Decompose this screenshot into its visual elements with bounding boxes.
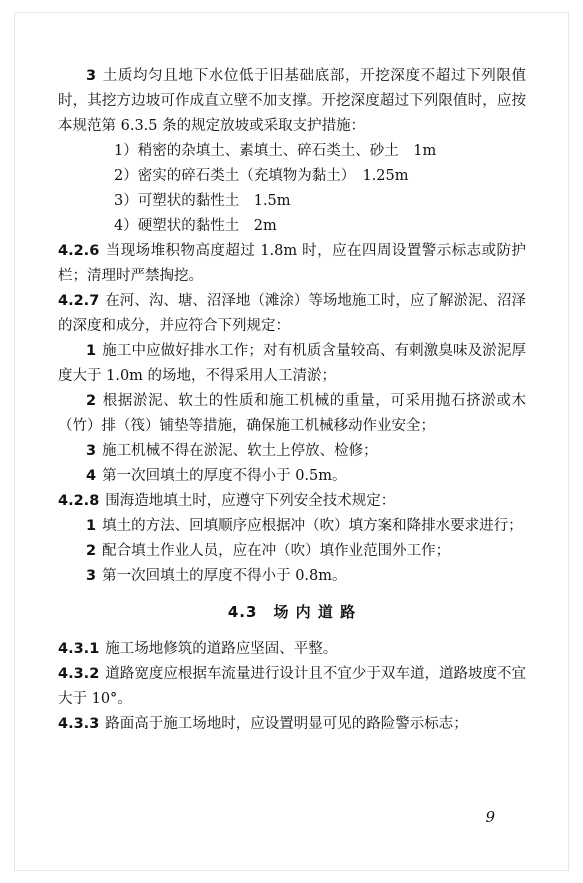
paragraph-text: 施工场地修筑的道路应坚固、平整。 [105, 641, 338, 657]
paragraph-text: 1）稍密的杂填土、素填土、碎石类土、砂土 1m [114, 143, 437, 159]
sub-item-paragraph [58, 564, 526, 589]
paragraph-text: 根据淤泥、软土的性质和施工机械的重量，可采用抛石挤淤或木（竹）排（筏）铺垫等措施，确保施工机械移动作业安全； [58, 393, 526, 434]
list-item [58, 214, 526, 239]
clause-number: 2 [86, 393, 97, 409]
section-heading: 4.3 场 内 道 路 [227, 603, 357, 621]
sub-item-paragraph [58, 464, 526, 489]
sub-item-paragraph [58, 339, 526, 389]
clause-paragraph [58, 489, 526, 514]
sub-item-paragraph [58, 539, 526, 564]
clause-number: 3 [86, 443, 97, 459]
document-body [58, 64, 526, 737]
list-item [58, 139, 526, 164]
clause-paragraph [58, 712, 526, 737]
paragraph-text: 第一次回填土的厚度不得小于 0.8m。 [102, 568, 347, 584]
clause-number: 4.3.2 [58, 666, 100, 682]
list-item [58, 189, 526, 214]
paragraph-text: 路面高于施工场地时，应设置明显可见的路险警示标志； [105, 716, 468, 732]
clause-number: 3 [86, 568, 97, 584]
sub-item-paragraph [58, 439, 526, 464]
clause-number: 4.2.7 [58, 293, 100, 309]
clause-paragraph [58, 289, 526, 339]
list-item [58, 164, 526, 189]
paragraph-text: 道路宽度应根据车流量进行设计且不宜少于双车道，道路坡度不宜大于 10°。 [58, 666, 526, 707]
clause-paragraph [58, 662, 526, 712]
clause-number: 1 [86, 343, 97, 359]
sub-item-paragraph [58, 389, 526, 439]
clause-paragraph [58, 637, 526, 662]
sub-item-paragraph [58, 64, 526, 139]
paragraph-text: 4）硬塑状的黏性土 2m [114, 218, 277, 234]
clause-number: 2 [86, 543, 97, 559]
paragraph-text: 施工中应做好排水工作；对有机质含量较高、有刺激臭味及淤泥厚度大于 1.0m 的场地，不得采用人工清淤； [58, 343, 526, 384]
clause-number: 4.3.1 [58, 641, 100, 657]
clause-paragraph [58, 239, 526, 289]
paragraph-text: 施工机械不得在淤泥、软土上停放、检修； [102, 443, 378, 459]
clause-number: 4.2.8 [58, 493, 100, 509]
paragraph-text: 2）密实的碎石类土（充填物为黏土） 1.25m [114, 168, 409, 184]
paragraph-text: 土质均匀且地下水位低于旧基础底部，开挖深度不超过下列限值时，其挖方边坡可作成直立壁不加支撑。开挖深度超过下列限值时，应按本规范第 6.3.5 条的规定放坡或采取支护措施： [58, 68, 526, 134]
clause-number: 4.2.6 [58, 243, 100, 259]
paragraph-text: 填土的方法、回填顺序应根据冲（吹）填方案和降排水要求进行； [102, 518, 523, 534]
paragraph-text: 当现场堆积物高度超过 1.8m 时，应在四周设置警示标志或防护栏；清理时严禁掏挖。 [58, 243, 526, 284]
clause-number: 3 [86, 68, 97, 84]
clause-number: 4 [86, 468, 97, 484]
page-number: 9 [485, 808, 495, 826]
paragraph-text: 在河、沟、塘、沼泽地（滩涂）等场地施工时，应了解淤泥、沼泽的深度和成分，并应符合下列规定： [58, 293, 526, 334]
paragraph-text: 配合填土作业人员，应在冲（吹）填作业范围外工作； [102, 543, 451, 559]
sub-item-paragraph [58, 514, 526, 539]
paragraph-text: 3）可塑状的黏性土 1.5m [114, 193, 291, 209]
paragraph-text: 围海造地填土时，应遵守下列安全技术规定： [105, 493, 396, 509]
clause-number: 4.3.3 [58, 716, 100, 732]
clause-number: 1 [86, 518, 97, 534]
paragraph-text: 第一次回填土的厚度不得小于 0.5m。 [102, 468, 347, 484]
